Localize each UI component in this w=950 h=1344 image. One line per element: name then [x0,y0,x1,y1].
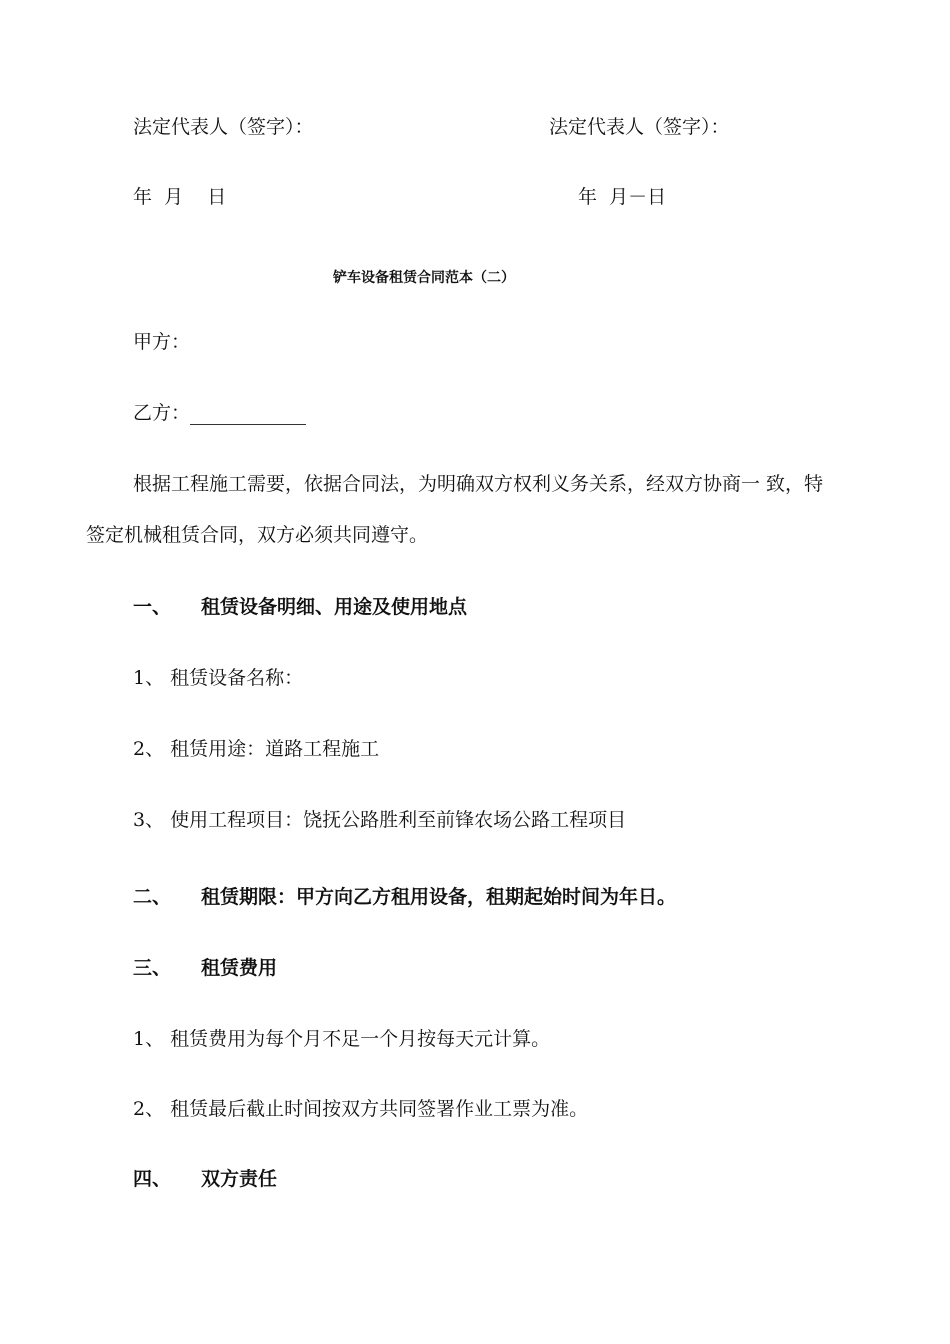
section-3-title: 租赁费用 [201,957,278,979]
section-4-number: 四、 [133,1168,172,1190]
section-3-item-1: 1、 租赁费用为每个月不足一个月按每天元计算。 [133,1028,551,1050]
party-b-row [133,401,306,425]
left-date-label [133,185,226,209]
party-b-label: 乙方： [133,402,191,424]
party-a-label: 甲方： [133,331,191,353]
document-title: 铲车设备租赁合同范本（二） [333,270,515,286]
section-1-heading [133,595,467,619]
right-date-label [578,185,666,209]
right-legal-rep-label: 法定代表人（签字）： [549,116,730,138]
section-3-heading [133,956,277,980]
left-date-text: 年 月 日 [133,186,227,208]
section-4-heading [133,1167,277,1191]
section-1-number: 一、 [133,596,172,618]
right-date-text: 年 月－日 [578,186,667,208]
section-1-title: 租赁设备明细、用途及使用地点 [201,596,468,618]
section-1-item-3: 3、 使用工程项目：饶抚公路胜利至前锋农场公路工程项目 [133,809,627,831]
section-1-item-1: 1、 租赁设备名称： [133,667,304,689]
section-4-title: 双方责任 [201,1168,278,1190]
section-2-title: 租赁期限：甲方向乙方租用设备，租期起始时间为年日。 [201,886,677,908]
section-3-item-2: 2、 租赁最后截止时间按双方共同签署作业工票为准。 [133,1098,589,1120]
section-2-heading [133,885,676,909]
intro-line-2: 签定机械租赁合同，双方必须共同遵守。 [86,524,429,546]
left-legal-rep-label: 法定代表人（签字）： [133,116,314,138]
section-1-item-2: 2、 租赁用途：道路工程施工 [133,738,380,760]
intro-line-1: 根据工程施工需要，依据合同法，为明确双方权利义务关系，经双方协商一 致，特 [133,473,824,495]
section-3-number: 三、 [133,957,172,979]
party-b-blank-line [190,404,306,425]
section-2-number: 二、 [133,886,172,908]
